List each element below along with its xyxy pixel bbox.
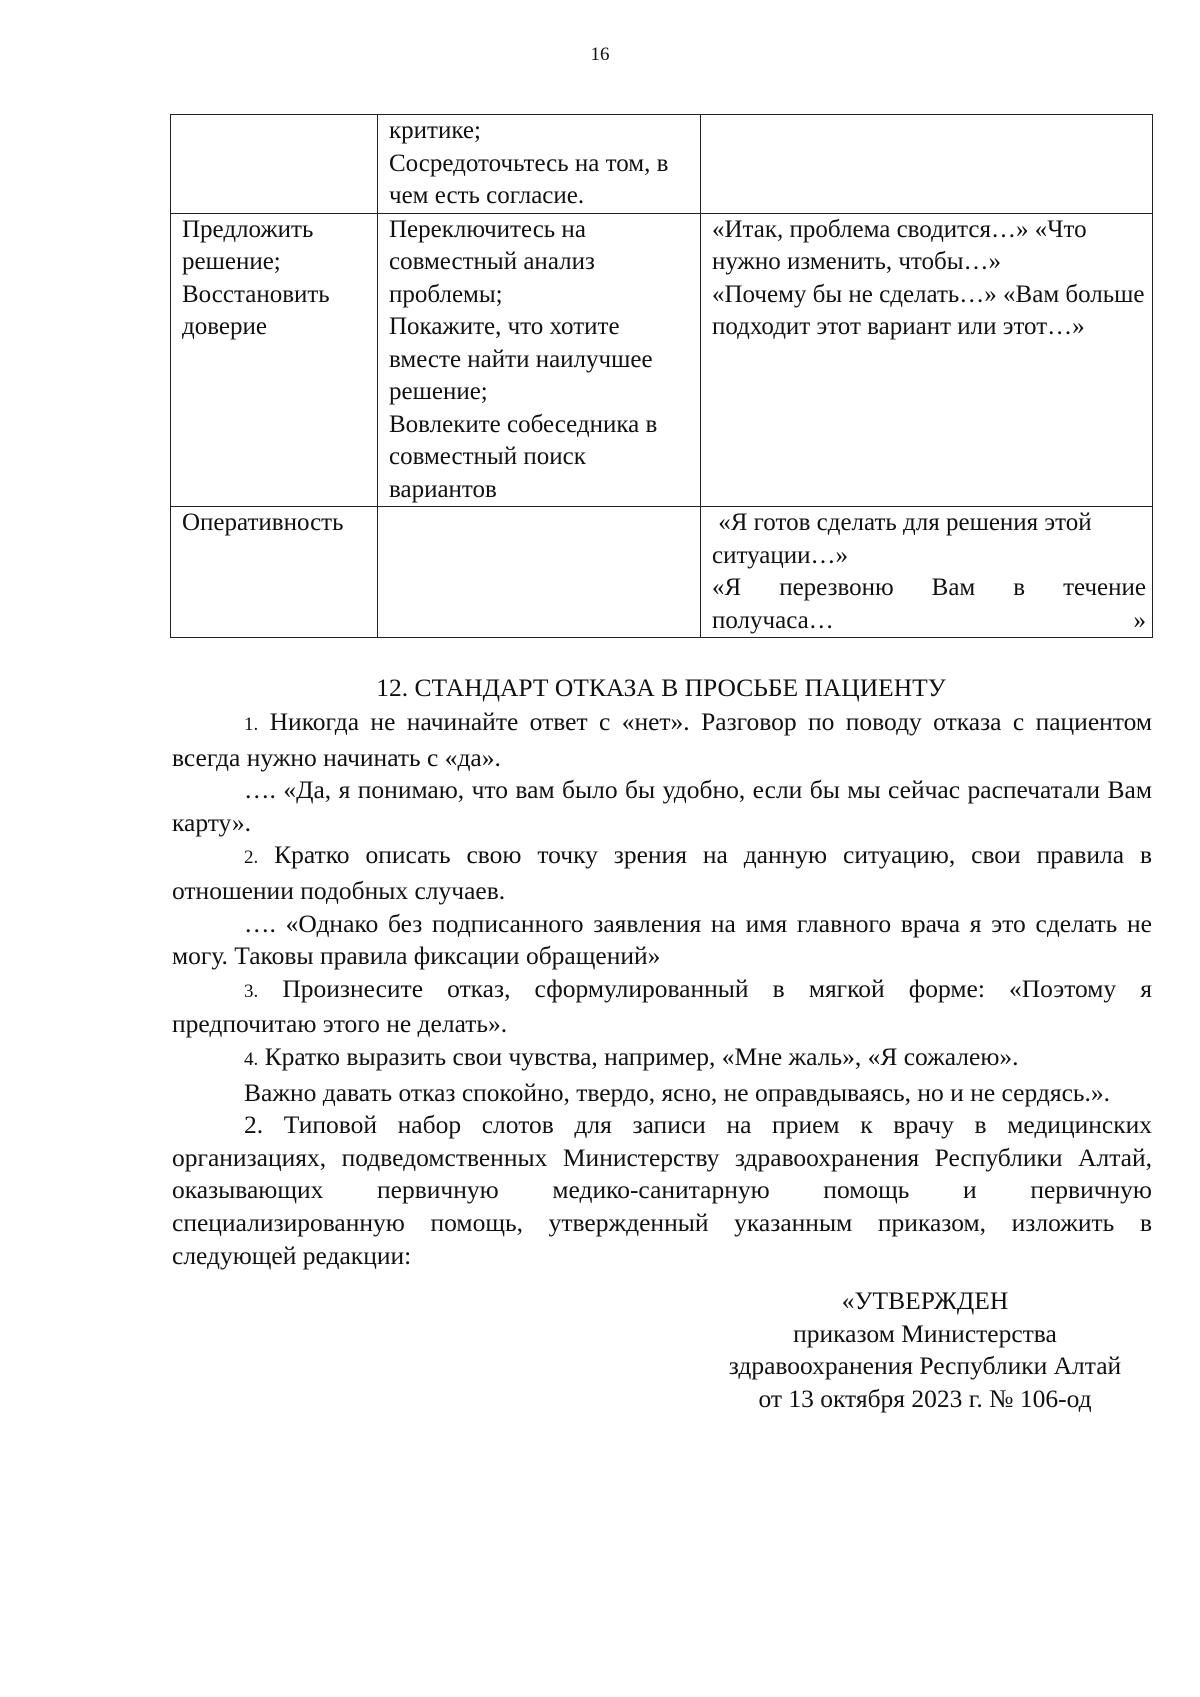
approval-line: приказом Министерства xyxy=(793,1318,1057,1348)
cell-text: «Почему бы не сделать…» «Вам больше подходит этот вариант или этот…» xyxy=(712,280,1145,340)
table-row xyxy=(171,115,1153,214)
paragraph xyxy=(172,1041,1152,1077)
table-cell-phrases xyxy=(701,213,1153,507)
table-cell-phrases xyxy=(701,115,1153,214)
table-cell-actions xyxy=(378,507,701,638)
table-cell-situation xyxy=(171,507,378,638)
table-cell-phrases xyxy=(701,507,1153,638)
cell-text: Предложить решение; xyxy=(182,215,314,275)
item-number: 4. xyxy=(244,1048,259,1070)
page-number: 16 xyxy=(590,44,610,65)
item-number: 1. xyxy=(244,714,259,735)
cell-text: Переключитесь на совместный анализ проблемы; xyxy=(389,215,595,308)
approval-date: от 13 октября 2023 г. № 106-од xyxy=(758,1383,1092,1413)
table-row xyxy=(171,507,1153,638)
paragraph-text: Кратко выразить свои чувства, например, «Мне жаль», «Я сожалею». xyxy=(258,1041,1019,1071)
item-number: 2. xyxy=(244,847,259,869)
paragraph-text: Произнесите отказ, сформулированный в мягкой форме: «Поэтому я предпочитаю этого не делать». xyxy=(172,973,1152,1039)
paragraph-text: Никогда не начинайте ответ с «нет». Разговор по поводу отказа с пациентом всегда нужно начинать с «да». xyxy=(172,707,1152,772)
table-cell-situation xyxy=(171,115,378,214)
paragraph xyxy=(172,839,1152,907)
body-text xyxy=(172,706,1152,1272)
item-number: 3. xyxy=(244,980,259,1002)
table-cell-situation xyxy=(171,213,378,507)
communication-standards-table xyxy=(170,114,1153,638)
paragraph xyxy=(172,706,1152,774)
paragraph: 2. Типовой набор слотов для записи на прием к врачу в медицинских организациях, подведомственных Министерству здравоохранения Республики Алтай, оказывающих первичную медико-санитарную помощь и первичную специализированную помощь, утвержденный указанным приказом, изложить в следующей редакции: xyxy=(172,1110,1152,1270)
paragraph: …. «Да, я понимаю, что вам было бы удобно, если бы мы сейчас распечатали Вам карту». xyxy=(172,775,1152,837)
paragraph: Важно давать отказ спокойно, твердо, ясно, не оправдываясь, но и не сердясь.». xyxy=(244,1077,1111,1107)
approval-line: здравоохранения Республики Алтай xyxy=(728,1351,1122,1381)
table-cell-actions xyxy=(378,115,701,214)
approval-stamp-block xyxy=(690,1285,1160,1415)
table-cell-actions xyxy=(378,213,701,507)
cell-text: Сосредоточьтесь на том, в чем есть согласие. xyxy=(389,149,669,209)
approval-heading: «УТВЕРЖДЕН xyxy=(841,1286,1009,1315)
cell-text: критике; xyxy=(389,117,481,144)
paragraph-text: Кратко описать свою точку зрения на данную ситуацию, свои правила в отношении подобных случаев. xyxy=(172,840,1152,905)
cell-text: Вовлеките собеседника в совместный поиск вариантов xyxy=(389,410,658,503)
cell-text: «Я готов сделать для решения этой ситуации…» xyxy=(712,509,1098,569)
cell-text: «Я перезвоню Вам в течение получаса… » xyxy=(712,574,1146,634)
cell-text: Оперативность xyxy=(182,509,344,536)
section-title: 12. СТАНДАРТ ОТКАЗА В ПРОСЬБЕ ПАЦИЕНТУ xyxy=(376,673,946,702)
cell-text: Покажите, что хотите вместе найти наилучшее решение; xyxy=(389,313,653,405)
paragraph: …. «Однако без подписанного заявления на имя главного врача я это сделать не могу. Таковы правила фиксации обращений» xyxy=(172,908,1152,971)
cell-text: «Итак, проблема сводится…» «Что нужно изменить, чтобы…» xyxy=(712,215,1087,275)
cell-text: Восстановить доверие xyxy=(182,280,330,340)
table-row xyxy=(171,213,1153,507)
paragraph xyxy=(172,973,1152,1041)
